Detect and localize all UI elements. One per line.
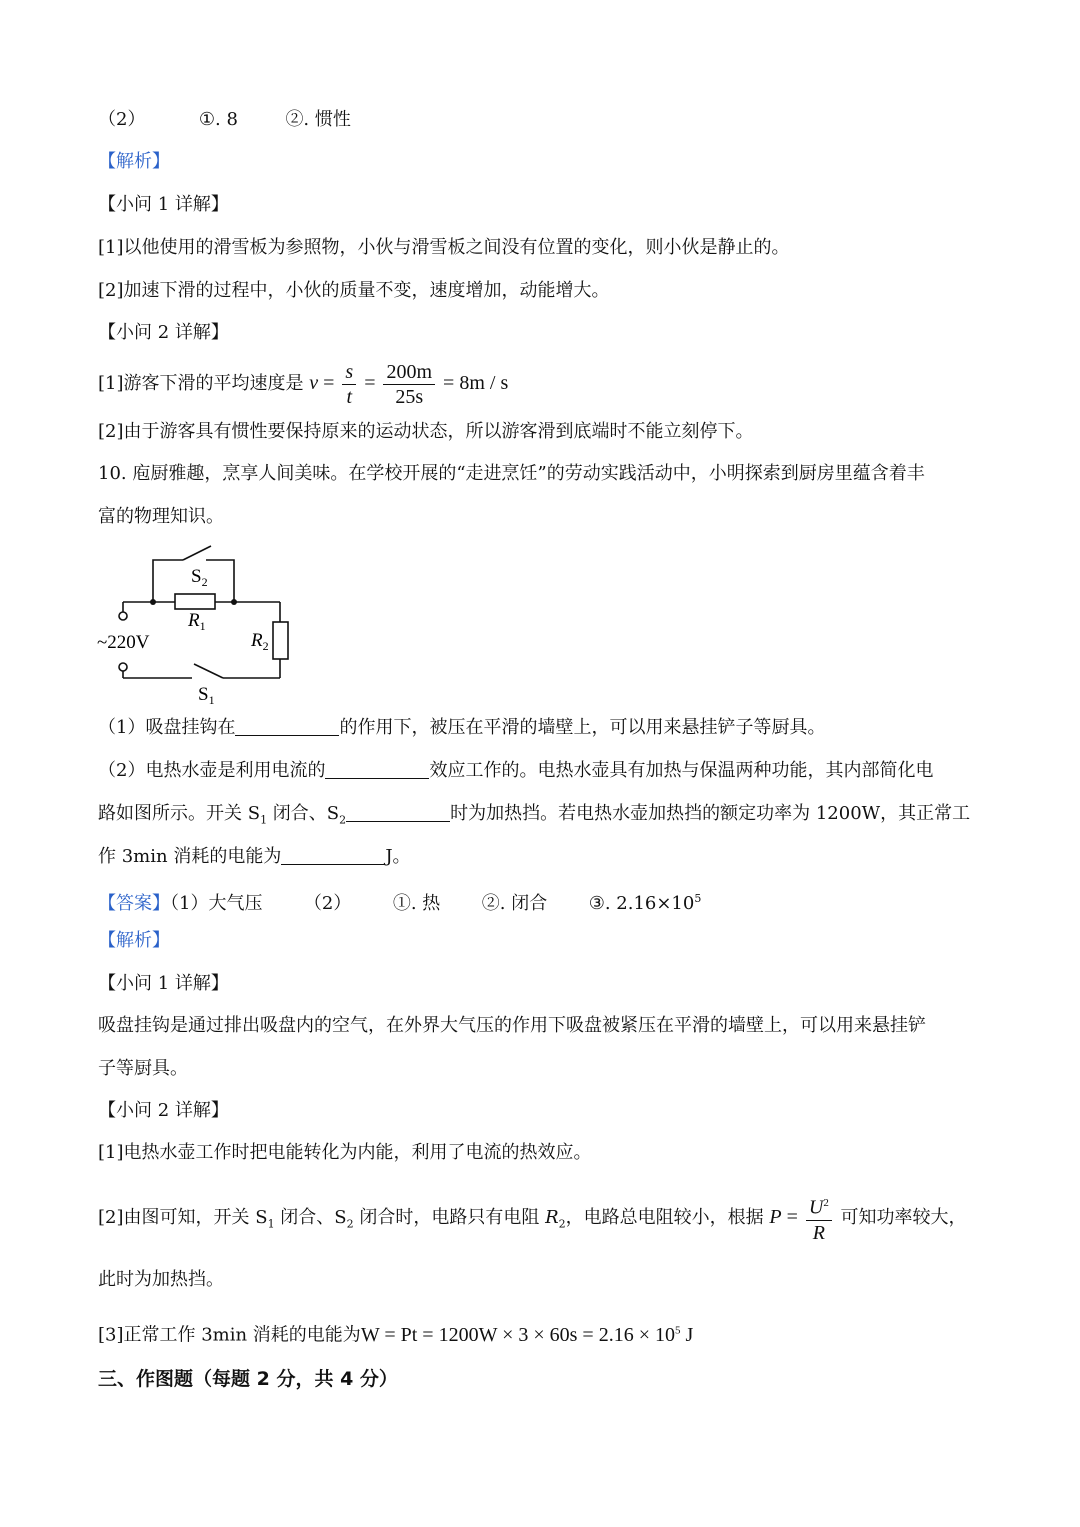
question-text: （2）电热水壶是利用电流的 — [98, 760, 326, 781]
answer-tag: 【答案】 — [98, 893, 170, 914]
subscript: 2 — [558, 1217, 566, 1231]
question-10-part-2-cont — [98, 802, 970, 833]
switch-s1-label: $S_1$ — [198, 684, 215, 707]
numerator: $U^2$ — [806, 1192, 832, 1221]
equals-sign: = — [323, 372, 335, 394]
subscript: 2 — [339, 813, 347, 827]
fraction-u2-over-r — [806, 1192, 832, 1244]
denominator: 25s — [395, 385, 424, 408]
question-text: （1）吸盘挂钩在 — [98, 717, 236, 738]
superscript: 5 — [694, 892, 702, 905]
subscript: 1 — [267, 1217, 275, 1231]
velocity-formula — [309, 360, 509, 408]
fraction-values — [383, 361, 435, 408]
var-r: R — [545, 1207, 559, 1228]
solution-text: [2]加速下滑的过程中，小伙的质量不变，速度增加，动能增大。 — [98, 280, 610, 301]
solution-text: [1]游客下滑的平均速度是 — [98, 373, 304, 394]
answer-blank — [281, 846, 385, 865]
circuit-diagram — [95, 540, 315, 712]
var-v: v — [309, 372, 319, 394]
answer-item: （1）大气压 — [170, 893, 263, 914]
energy-formula: $W = Pt = 1200W \times 3 \times 60s = 2.16 \times 10^5$ J — [360, 1323, 694, 1346]
question-text: 的作用下，被压在平滑的墙壁上，可以用来悬挂铲子等厨具。 — [339, 717, 826, 738]
answer-part: （2） — [98, 109, 146, 130]
solution-text: 子等厨具。 — [98, 1058, 188, 1079]
question-10-text: 富的物理知识。 — [98, 506, 224, 527]
answer-item-1: ①. 8 — [198, 109, 238, 130]
answer-item: ②. 闭合 — [481, 893, 548, 914]
answer-blank — [346, 803, 450, 822]
equals-sign: = — [781, 1206, 803, 1228]
numerator: 200m — [383, 361, 435, 385]
answer-line-9-2 — [98, 108, 351, 132]
solution-text: 闭合时，电路只有电阻 — [353, 1207, 546, 1228]
velocity-formula-line — [98, 356, 508, 411]
var-p: P — [769, 1206, 782, 1228]
answer-line-10 — [98, 887, 701, 916]
question-10-text: 10. 庖厨雅趣，烹享人间美味。在学校开展的“走进烹饪”的劳动实践活动中，小明探索到厨房里蕴含着丰 — [98, 463, 925, 484]
solution-text: 此时为加热挡。 — [98, 1269, 224, 1290]
solution-text: [1]电热水壶工作时把电能转化为内能，利用了电流的热效应。 — [98, 1142, 592, 1163]
voltage-label: ~220V — [97, 632, 150, 653]
numerator: s — [342, 361, 356, 385]
solution-text: [2]由图可知，开关 S — [98, 1207, 268, 1228]
question-text: 时为加热挡。若电热水壶加热挡的额定功率为 1200W，其正常工 — [450, 803, 971, 824]
solution-text: ，电路总电阻较小，根据 — [565, 1207, 770, 1228]
subscript: 1 — [260, 813, 268, 827]
energy-formula-line — [98, 1318, 693, 1348]
solution-text: [1]以他使用的滑雪板为参照物，小伙与滑雪板之间没有位置的变化，则小伙是静止的。 — [98, 237, 790, 258]
power-formula-line — [98, 1190, 967, 1252]
answer-item: ③. 2.16×10 — [588, 893, 695, 914]
denominator: R — [812, 1221, 825, 1244]
answer-item: （2） — [303, 893, 352, 914]
analysis-tag: 【解析】 — [98, 930, 170, 951]
section-3-heading: 三、作图题（每题 2 分，共 4 分） — [98, 1368, 398, 1390]
question-text: 作 3min 消耗的电能为 — [98, 846, 282, 867]
answer-item-2: ②. 惯性 — [285, 109, 351, 130]
denominator: t — [346, 385, 353, 408]
equals-sign: = — [364, 372, 376, 394]
junction-dot — [150, 599, 156, 605]
solution-text: 可知功率较大， — [834, 1207, 967, 1228]
question-10-part-2-end — [98, 845, 411, 869]
fraction-s-over-t — [342, 361, 356, 408]
solution-text: 闭合、S — [274, 1207, 347, 1228]
junction-dot — [231, 599, 237, 605]
resistor-r1-label: $R_1$ — [188, 610, 206, 633]
solution-text: [3]正常工作 3min 消耗的电能为 — [98, 1324, 361, 1346]
switch-s2-label: $S_2$ — [191, 566, 208, 589]
answer-item: ①. 热 — [392, 893, 441, 914]
resistor-r2-label: $R_2$ — [251, 630, 269, 653]
question-10-part-2 — [98, 759, 933, 783]
question-text: 闭合、S — [267, 803, 340, 824]
solution-text: 吸盘挂钩是通过排出吸盘内的空气，在外界大气压的作用下吸盘被紧压在平滑的墙壁上，可以用来悬挂铲 — [98, 1015, 926, 1036]
sub-question-2-heading: 【小问 2 详解】 — [98, 1100, 229, 1121]
analysis-tag: 【解析】 — [98, 151, 170, 172]
sub-question-2-heading: 【小问 2 详解】 — [98, 322, 229, 343]
question-text: J。 — [385, 846, 411, 867]
question-10-part-1 — [98, 716, 825, 740]
question-text: 路如图所示。开关 S — [98, 803, 261, 824]
question-text: 效应工作的。电热水壶具有加热与保温两种功能，其内部简化电 — [429, 760, 934, 781]
solution-text: [2]由于游客具有惯性要保持原来的运动状态，所以游客滑到底端时不能立刻停下。 — [98, 421, 754, 442]
sub-question-1-heading: 【小问 1 详解】 — [98, 973, 229, 994]
result: = 8m / s — [443, 372, 509, 394]
answer-blank — [235, 717, 339, 736]
answer-blank — [325, 760, 429, 779]
subscript: 2 — [346, 1217, 354, 1231]
sub-question-1-heading: 【小问 1 详解】 — [98, 194, 229, 215]
